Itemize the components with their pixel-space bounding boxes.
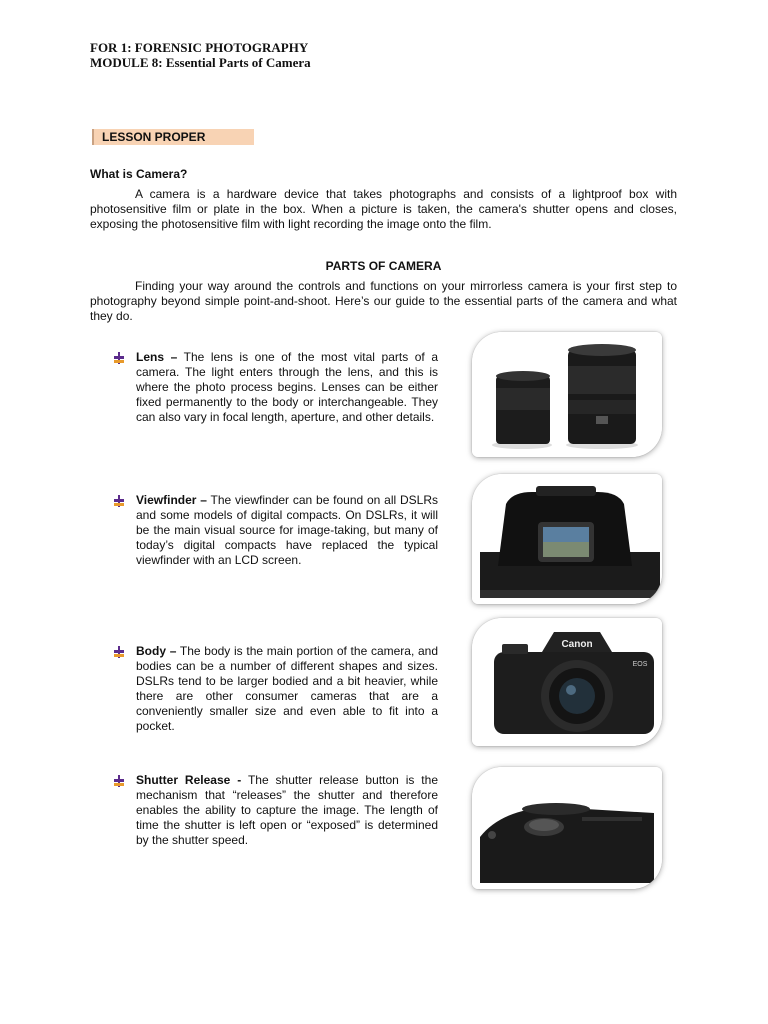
viewfinder-photo [472, 474, 662, 604]
module-title: MODULE 8: Essential Parts of Camera [90, 55, 311, 70]
course-title: FOR 1: FORENSIC PHOTOGRAPHY [90, 40, 309, 55]
parts-title: PARTS OF CAMERA [325, 259, 442, 273]
list-item-lens [112, 350, 438, 425]
list-item-viewfinder [112, 493, 438, 568]
desc-body: The body is the main portion of the camera, and bodies can be a number of different shapes and sizes. DSLRs tend to be larger bodied and a bit heavier, while there are other consumer cameras that are a conveniently smaller size and even able to fit into a pocket. [136, 644, 439, 733]
intro-paragraph: A camera is a hardware device that takes photographs and consists of a lightproof box with photosensitive film or plate in the box. When a picture is taken, the camera's shutter opens and closes, exposing the photosensitive film with light recording the image onto the film. [90, 187, 677, 231]
list-item-body [112, 644, 438, 734]
parts-paragraph: Finding your way around the controls and functions on your mirrorless camera is your first step to photography beyond simple point-and-shoot. Here’s our guide to the essential parts of the camera and what they do. [90, 279, 677, 323]
shutter-release-photo [472, 767, 662, 889]
module-header [90, 40, 311, 70]
desc-lens: The lens is one of the most vital parts of a camera. The light enters through the lens, and this is where the photo process begins. Lenses can be either fixed permanently to the body or interchangeable. They can also vary in focal length, aperture, and other details. [136, 350, 438, 424]
term-body: Body – [136, 644, 177, 658]
term-shutter-release: Shutter Release - [136, 773, 242, 787]
list-item-shutter-release [112, 773, 438, 848]
intro-question: What is Camera? [90, 167, 188, 181]
eos-logo-text: EOS [632, 661, 648, 668]
desc-shutter-release: The shutter release button is the mechanism that “releases” the shutter and therefore enables the ability to capture the image. The length of time the shutter is left open or “exposed” is determined by the shutter speed. [136, 773, 438, 847]
bullet-icon [112, 494, 126, 508]
canon-logo-text: Canon [561, 639, 593, 650]
term-viewfinder: Viewfinder – [136, 493, 207, 507]
lesson-proper-label: LESSON PROPER [92, 129, 254, 145]
camera-body-photo [472, 618, 662, 746]
bullet-icon [112, 774, 126, 788]
bullet-icon [112, 645, 126, 659]
term-lens: Lens – [136, 350, 178, 364]
lens-photo [472, 332, 662, 457]
bullet-icon [112, 351, 126, 365]
desc-viewfinder: The viewfinder can be found on all DSLRs and some models of digital compacts. On DSLRs, it will be the main visual source for image-taking, but many of today’s digital compacts have replaced the typical viewfinder with an LCD screen. [136, 493, 438, 567]
